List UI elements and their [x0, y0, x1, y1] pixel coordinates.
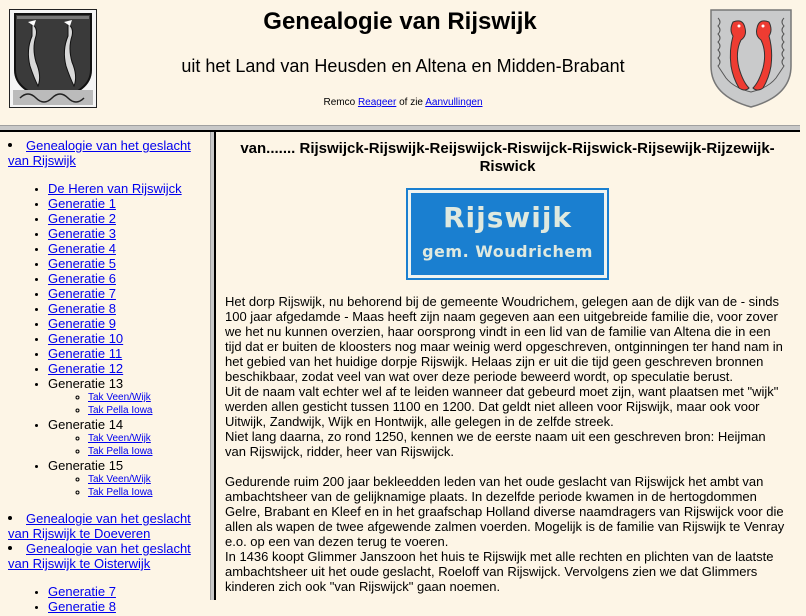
nav-item — [48, 226, 202, 241]
nav-link-heren-van-rijswijck[interactable]: De Heren van Rijswijck — [48, 181, 182, 196]
nav-label-generatie-14: Generatie 14 — [48, 417, 124, 432]
nav-item — [48, 346, 202, 361]
page-title: Genealogie van Rijswijk — [263, 8, 537, 35]
reageer-link[interactable]: Reageer — [357, 97, 397, 108]
nav-link-generatie-4[interactable]: Generatie 4 — [48, 241, 116, 256]
nav-label-generatie-13: Generatie 13 — [48, 376, 124, 391]
rijswijk-place-sign-image — [408, 190, 607, 278]
coat-of-arms-color-image — [709, 8, 793, 109]
nav-link-generatie-5[interactable]: Generatie 5 — [48, 256, 116, 271]
nav-link-generatie-10[interactable]: Generatie 10 — [48, 331, 124, 346]
content-frame — [216, 132, 800, 600]
paragraph: Het dorp Rijswijk, nu behorend bij de gemeente Woudrichem, gelegen aan de dijk van de - sinds 100 jaar afgedamde - Maas heeft zijn naam gegeven aan een uitgebreide familie die, voor zover we het nu kunnen overzien, haar oorsprong vindt in een lid van de familie van Altena die in een tijd dat er buiten de kloosters nog maar weinig werd opgeschreven, ontginningen ter hand nam in het gebied van het huidige dorpje Rijswijk. Helaas zijn er uit die tijd geen geschreven bronnen beschikbaar, zodat veel van wat over deze periode beweerd wordt, op speculatie berust. — [225, 294, 783, 384]
nav-link-gen14-tak-veen-wijk[interactable]: Tak Veen/Wijk — [88, 433, 151, 444]
sign-municipality: gem. Woudrichem — [422, 242, 593, 261]
author-name: Remco — [323, 97, 356, 108]
nav-item — [48, 181, 202, 196]
nav-link-generatie-1[interactable]: Generatie 1 — [48, 196, 116, 211]
nav-item — [48, 331, 202, 346]
aanvullingen-link[interactable]: Aanvullingen — [425, 97, 483, 108]
nav-item — [48, 211, 202, 226]
nav-link-genealogie-doeveren[interactable]: Genealogie van het geslacht van Rijswijk te Doeveren — [8, 511, 191, 541]
nav-link-gen13-tak-veen-wijk[interactable]: Tak Veen/Wijk — [88, 392, 151, 403]
paragraph-spacer — [225, 459, 790, 474]
nav-link-genealogie-rijswijk[interactable]: Genealogie van het geslacht van Rijswijk — [8, 138, 191, 168]
sign-town-name: Rijswijk — [442, 201, 573, 234]
nav-link-generatie-3[interactable]: Generatie 3 — [48, 226, 116, 241]
paragraph: Uit de naam valt echter wel af te leiden wanneer dat gebeurd moet zijn, want plaatsen met "wijk" werden allen gesticht tussen 1100 en 1200. Dat geldt niet alleen voor Rijswijk, maar ook voor Uitwijk, Zandwijk, Wijk en Hontwijk, alle gelegen in de zelfde streek. — [225, 384, 779, 429]
nav-item — [48, 584, 202, 599]
nav-link-gen15-tak-veen-wijk[interactable]: Tak Veen/Wijk — [88, 474, 151, 485]
nav-item — [48, 271, 202, 286]
nav-link-genealogie-oisterwijk[interactable]: Genealogie van het geslacht van Rijswijk te Oisterwijk — [8, 541, 191, 571]
nav-link-generatie-11[interactable]: Generatie 11 — [48, 346, 123, 361]
nav-link-generatie-7[interactable]: Generatie 7 — [48, 286, 116, 301]
nav-link-gen14-tak-pella-iowa[interactable]: Tak Pella Iowa — [88, 446, 153, 457]
bullet-icon — [8, 138, 26, 153]
place-sign-image-wrap — [225, 190, 790, 278]
header-links — [0, 97, 806, 109]
bullet-icon — [8, 511, 26, 526]
nav-link-gen15-tak-pella-iowa[interactable]: Tak Pella Iowa — [88, 487, 153, 498]
paragraph: Gedurende ruim 200 jaar bekleedden leden van het oude geslacht van Rijswijck het ambt van ambachtsheer van de gelijknamige plaats. In dezelfde periode kwamen in de hertogdommen Gelre, Brabant en Kleef en in het graafschap Holland diverse naamdragers van Rijswijck voor die allen als wapen de twee afgewende zalmen voerden. Mogelijk is de familie van Rijswijk te Venray e.o. op een van dezen terug te voeren. — [225, 474, 785, 549]
nav-item — [48, 241, 202, 256]
nav-link-generatie-6[interactable]: Generatie 6 — [48, 271, 116, 286]
nav-link-generatie-12[interactable]: Generatie 12 — [48, 361, 124, 376]
frame-divider-horizontal[interactable] — [0, 125, 800, 132]
nav-item — [48, 316, 202, 331]
nav-item — [48, 599, 202, 614]
navigation-frame — [0, 132, 210, 614]
nav-link-generatie-8[interactable]: Generatie 8 — [48, 301, 116, 316]
nav-link-oisterwijk-generatie-7[interactable]: Generatie 7 — [48, 584, 116, 599]
nav-link-gen13-tak-pella-iowa[interactable]: Tak Pella Iowa — [88, 405, 153, 416]
paragraph: In 1436 koopt Glimmer Janszoon het huis te Rijswijk met alle rechten en plichten van de laatste ambachtsheer uit het oude geslacht, Roeloff van Rijswijck. Vervolgens zien we dat Glimmers kinderen zich ook "van Rijswijck" gaan noemen. — [225, 549, 774, 594]
nav-section-doeveren — [8, 511, 202, 541]
nav-item-generatie-15 — [48, 458, 202, 499]
paragraph: Niet lang daarna, zo rond 1250, kennen we de eerste naam uit een geschreven bron: Heijman van Rijswijck, ridder, heer van Rijswijck. — [225, 429, 766, 459]
nav-item — [48, 286, 202, 301]
nav-item-generatie-13 — [48, 376, 202, 417]
nav-link-generatie-9[interactable]: Generatie 9 — [48, 316, 116, 331]
nav-label-generatie-15: Generatie 15 — [48, 458, 124, 473]
nav-item — [48, 301, 202, 316]
nav-link-oisterwijk-generatie-8[interactable]: Generatie 8 — [48, 599, 116, 614]
bullet-icon — [8, 541, 26, 556]
nav-item — [48, 256, 202, 271]
content-heading: van....... Rijswijck-Rijswijk-Reijswijck-Riswijck-Rijswick-Rijsewijk-Rijzewijk-Riswick — [240, 140, 775, 175]
header-frame — [0, 0, 800, 125]
nav-section-rijswijk — [8, 138, 202, 499]
nav-link-generatie-2[interactable]: Generatie 2 — [48, 211, 116, 226]
article-body — [225, 294, 790, 594]
nav-item-generatie-14 — [48, 417, 202, 458]
nav-section-oisterwijk — [8, 541, 202, 614]
red-salmon-shield-icon — [709, 8, 793, 109]
nav-item — [48, 196, 202, 211]
links-connector: of zie — [399, 97, 423, 108]
nav-item — [48, 361, 202, 376]
page-subtitle: uit het Land van Heusden en Altena en Midden-Brabant — [181, 56, 625, 76]
